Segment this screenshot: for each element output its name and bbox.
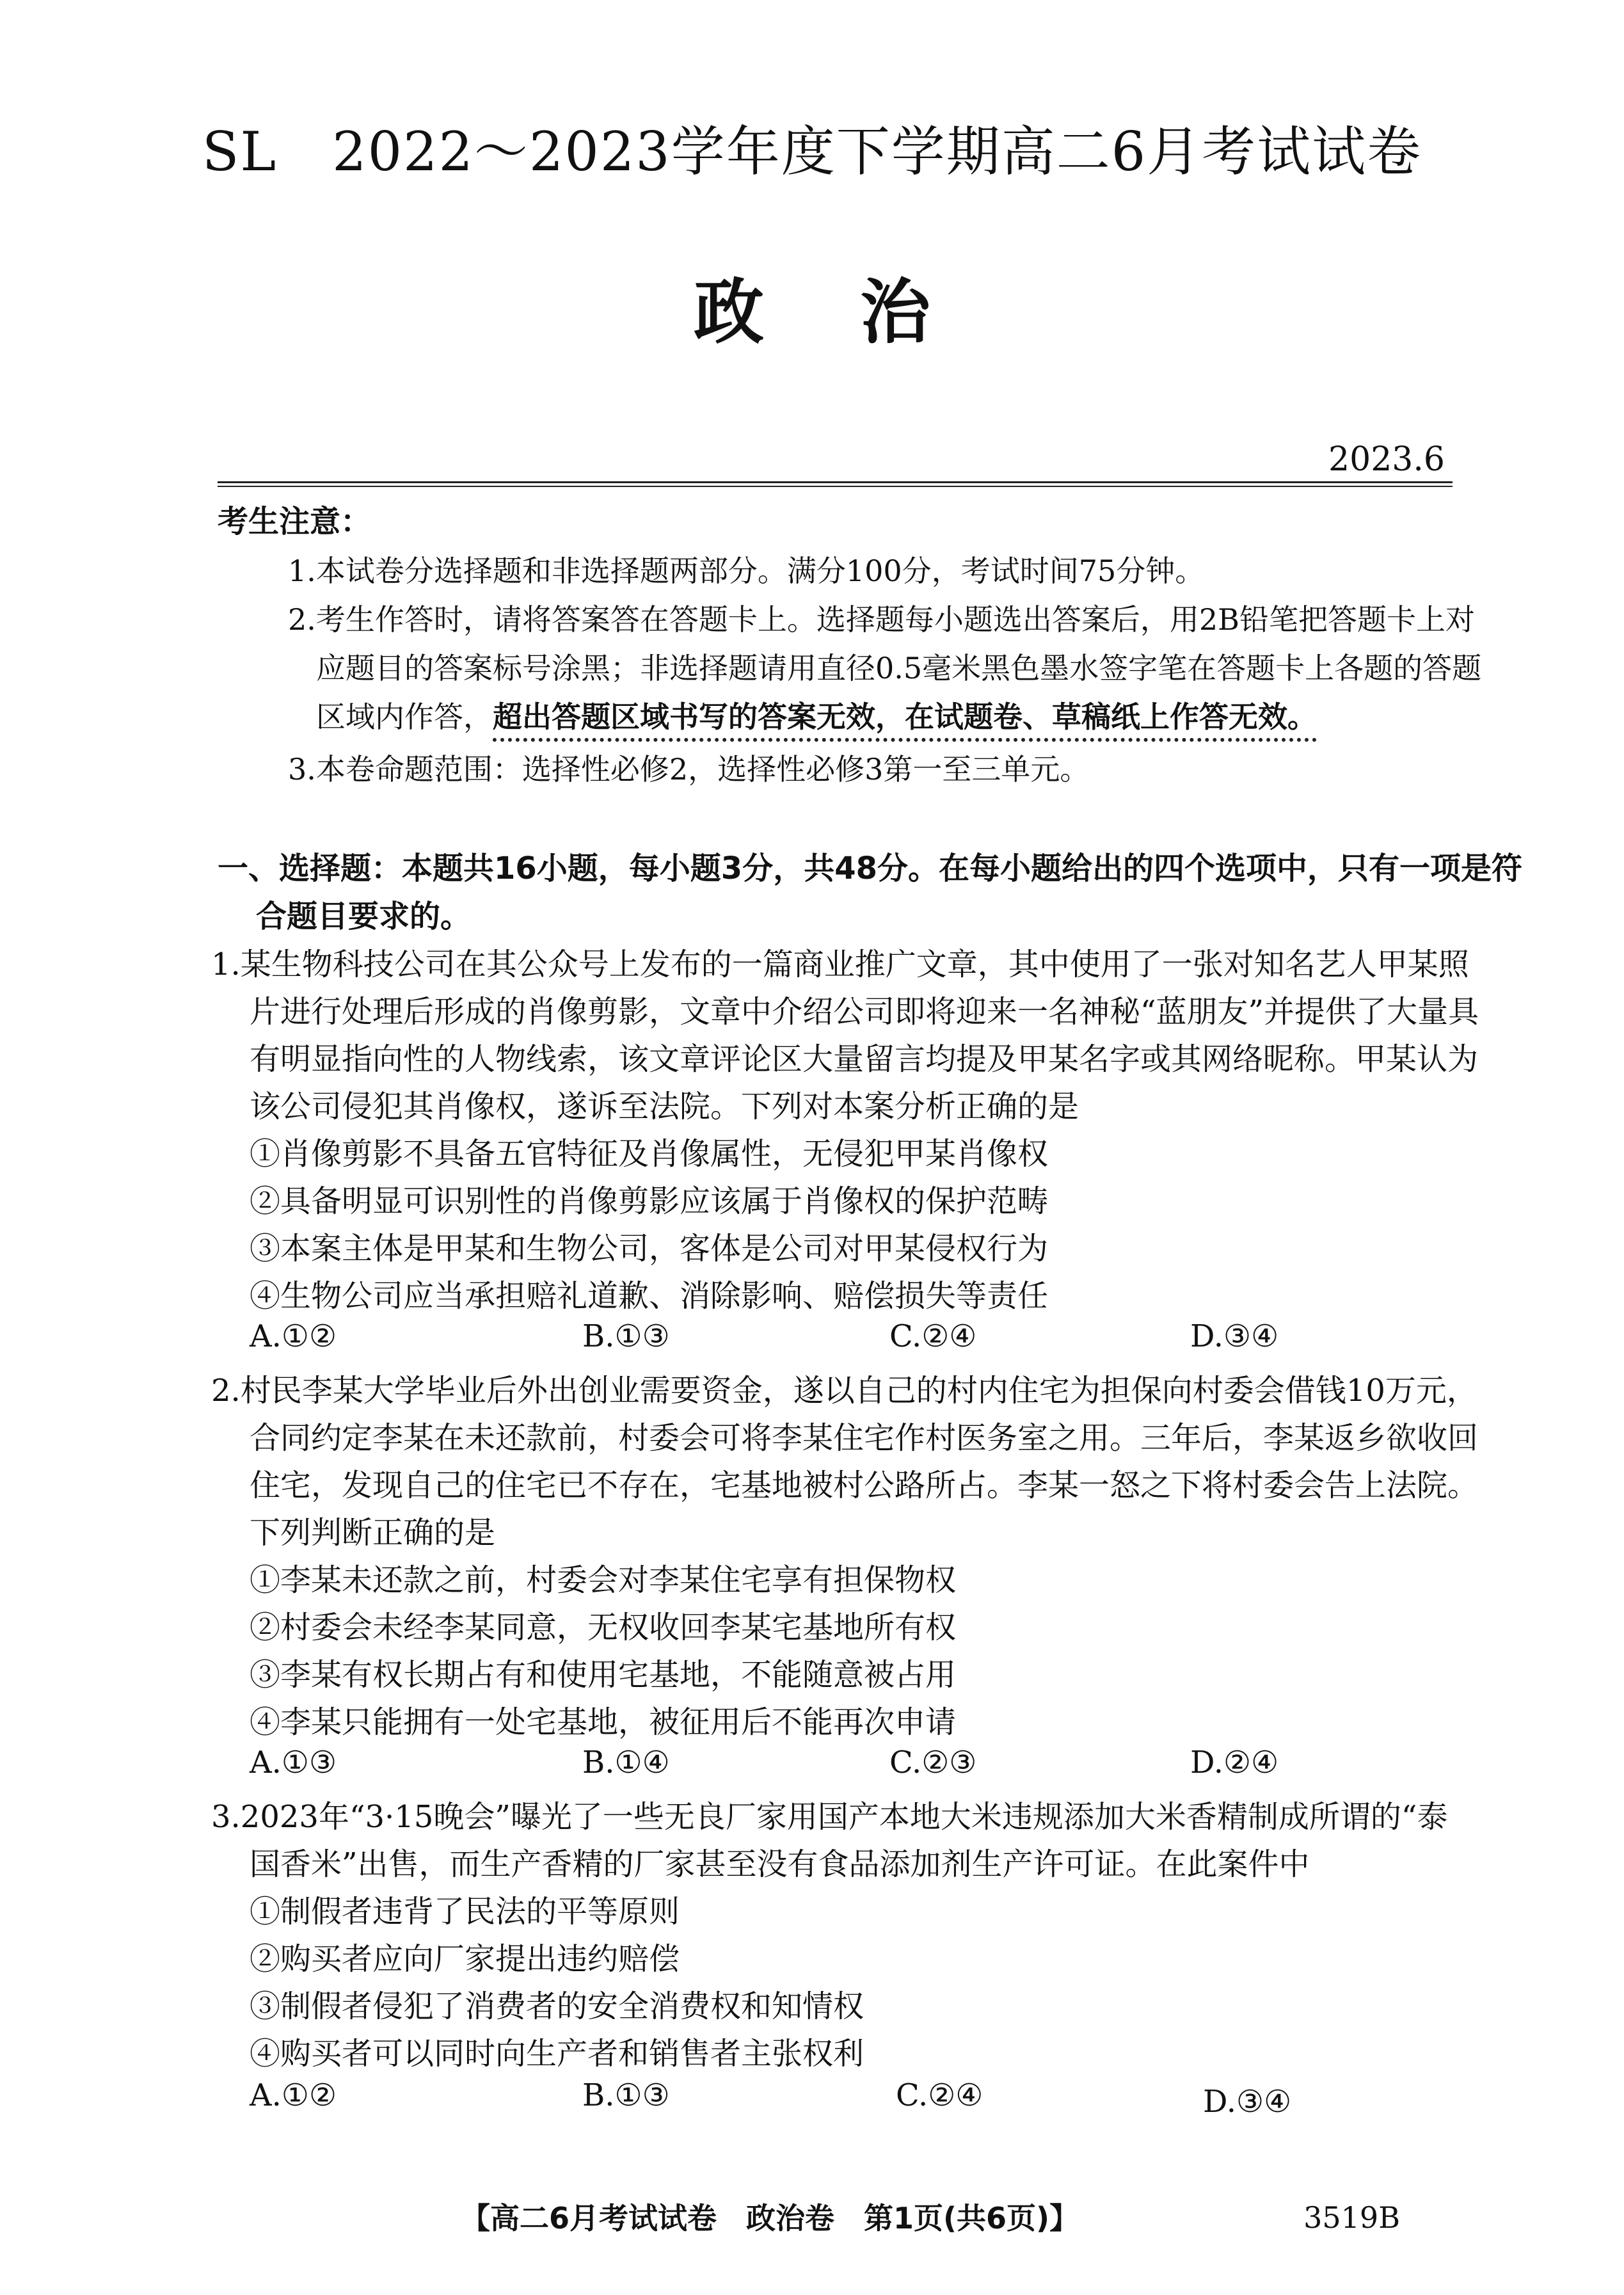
question-line: 片进行处理后形成的肖像剪影，文章中介绍公司即将迎来一名神秘“蓝朋友”并提供了大量具 xyxy=(250,994,1479,1030)
statement: ①李某未还款之前，村委会对李某住宅享有担保物权 xyxy=(250,1562,957,1598)
statement: ④李某只能拥有一处宅基地，被征用后不能再次申请 xyxy=(250,1704,957,1740)
statement: ①肖像剪影不具备五官特征及肖像属性，无侵犯甲某肖像权 xyxy=(250,1136,1049,1172)
notice-item-2-cont2 xyxy=(316,694,1317,736)
option-d: D.③④ xyxy=(1190,1318,1279,1354)
option-b: B.①③ xyxy=(582,2077,670,2113)
option-d: D.③④ xyxy=(1203,2084,1292,2120)
notice-item-2-tail: 区域内作答， xyxy=(316,700,493,734)
paper-code: 3519B xyxy=(1303,2200,1400,2235)
header-rule-thin xyxy=(218,486,1453,487)
question-line: 有明显指向性的人物线索，该文章评论区大量留言均提及甲某名字或其网络昵称。甲某认为 xyxy=(250,1041,1479,1077)
section-heading: 一、选择题：本题共16小题，每小题3分，共48分。在每小题给出的四个选项中，只有一项是符 xyxy=(218,851,1522,886)
subject-title: 政治 xyxy=(694,271,1026,353)
notice-heading: 考生注意： xyxy=(218,504,372,540)
notice-item-2: 2.考生作答时，请将答案答在答题卡上。选择题每小题选出答案后，用2B铅笔把答题卡上对 xyxy=(288,602,1475,637)
question-line: 1.某生物科技公司在其公众号上发布的一篇商业推广文章，其中使用了一张对知名艺人甲某照 xyxy=(211,947,1469,982)
statement: ①制假者违背了民法的平等原则 xyxy=(250,1894,680,1930)
statement: ④购买者可以同时向生产者和销售者主张权利 xyxy=(250,2036,864,2072)
exam-title: SL 2022～2023学年度下学期高二6月考试试卷 xyxy=(202,120,1422,183)
statement: ③李某有权长期占有和使用宅基地，不能随意被占用 xyxy=(250,1657,957,1693)
statement: ②村委会未经李某同意，无权收回李某宅基地所有权 xyxy=(250,1610,957,1645)
header-rule xyxy=(218,481,1453,483)
option-c: C.②③ xyxy=(889,1745,977,1780)
option-b: B.①③ xyxy=(582,1318,670,1354)
statement: ②具备明显可识别性的肖像剪影应该属于肖像权的保护范畴 xyxy=(250,1183,1049,1219)
option-a: A.①③ xyxy=(250,1745,337,1780)
question-line: 3.2023年“3·15晚会”曝光了一些无良厂家用国产本地大米违规添加大米香精制成所谓的“泰 xyxy=(211,1799,1448,1835)
option-a: A.①② xyxy=(250,2077,337,2113)
question-line: 下列判断正确的是 xyxy=(250,1515,496,1551)
question-line: 住宅，发现自己的住宅已不存在，宅基地被村公路所占。李某一怒之下将村委会告上法院。 xyxy=(250,1467,1479,1503)
page-footer: 【高二6月考试试卷 政治卷 第1页(共6页)】 xyxy=(461,2201,1079,2235)
statement: ③制假者侵犯了消费者的安全消费权和知情权 xyxy=(250,1988,864,2024)
question-line: 国香米”出售，而生产香精的厂家甚至没有食品添加剂生产许可证。在此案件中 xyxy=(250,1846,1310,1882)
option-a: A.①② xyxy=(250,1318,337,1354)
question-line: 该公司侵犯其肖像权，遂诉至法院。下列对本案分析正确的是 xyxy=(250,1089,1079,1124)
notice-item-2-cont: 应题目的答案标号涂黑；非选择题请用直径0.5毫米黑色墨水签字笔在答题卡上各题的答题 xyxy=(316,651,1482,685)
option-d: D.②④ xyxy=(1190,1745,1279,1780)
option-c: C.②④ xyxy=(889,1318,977,1354)
statement: ③本案主体是甲某和生物公司，客体是公司对甲某侵权行为 xyxy=(250,1231,1049,1267)
option-c: C.②④ xyxy=(896,2077,983,2113)
section-heading-cont: 合题目要求的。 xyxy=(256,899,472,934)
statement: ④生物公司应当承担赔礼道歉、消除影响、赔偿损失等责任 xyxy=(250,1278,1049,1314)
option-b: B.①④ xyxy=(582,1745,670,1780)
notice-emphasis: 超出答题区域书写的答案无效，在试题卷、草稿纸上作答无效。 xyxy=(493,700,1317,742)
statement: ②购买者应向厂家提出违约赔偿 xyxy=(250,1941,680,1977)
question-line: 合同约定李某在未还款前，村委会可将李某住宅作村医务室之用。三年后，李某返乡欲收回 xyxy=(250,1420,1479,1456)
notice-item-1: 1.本试卷分选择题和非选择题两部分。满分100分，考试时间75分钟。 xyxy=(288,554,1205,588)
notice-item-3: 3.本卷命题范围：选择性必修2，选择性必修3第一至三单元。 xyxy=(288,752,1090,787)
exam-date: 2023.6 xyxy=(1328,440,1445,479)
question-line: 2.村民李某大学毕业后外出创业需要资金，遂以自己的村内住宅为担保向村委会借钱10万元， xyxy=(211,1373,1477,1409)
